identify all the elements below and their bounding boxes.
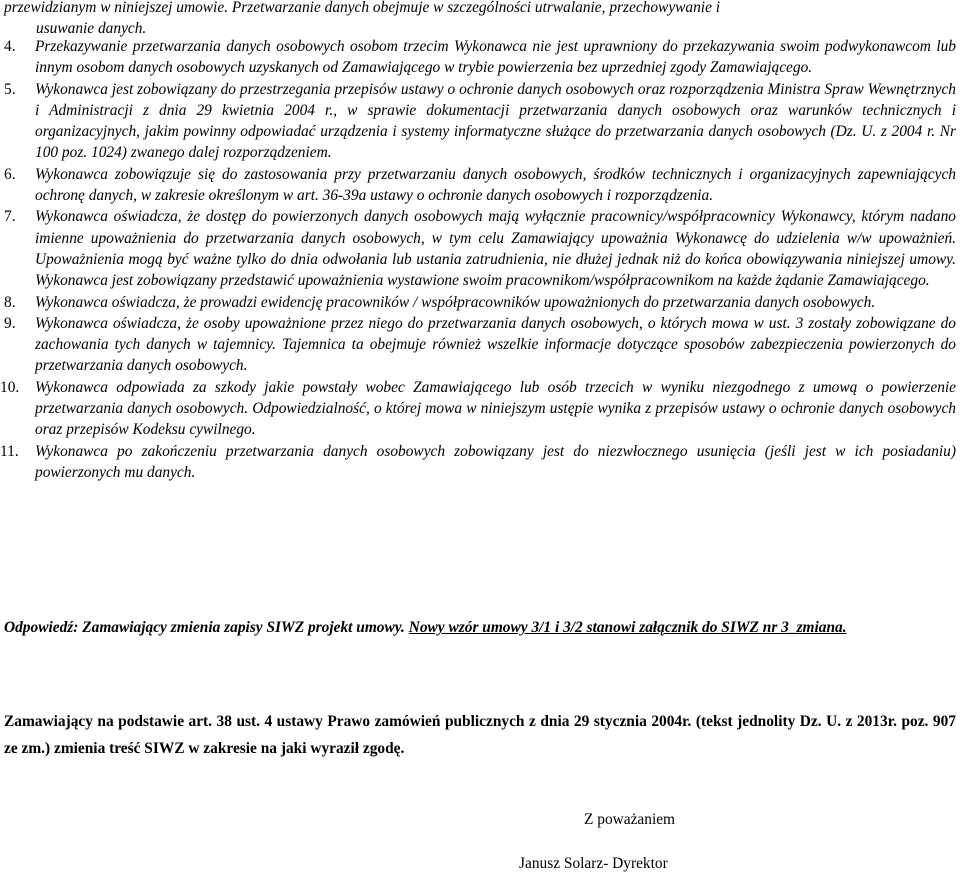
intro-paragraph: [4, 0, 956, 40]
item-text: Wykonawca odpowiada za szkody jakie powstały wobec Zamawiającego lub osób trzecich w wyniku niezgodnego z umową o powierzenie przetwarzania danych osobowych. Odpowiedzialność, o której mowa w niniejszym ustępie wynika z przepisów ustawy o ochronie danych osobowych oraz przepisów Kodeksu cywilnego.: [35, 378, 956, 439]
list-item: [0, 377, 956, 441]
answer-label: Odpowiedź:: [4, 619, 79, 636]
closing-regards: Z poważaniem: [584, 811, 676, 828]
list-item: [4, 79, 956, 164]
item-number: 7.: [4, 208, 16, 226]
item-text: Wykonawca oświadcza, że osoby upoważnione przez niego do przetwarzania danych osobowych, o których mowa w ust. 3 zostały zobowiązane do zachowania tych danych w tajemnicy. Tajemnica ta obejmuje również wszelkie informacje dotyczące sposobów zabezpieczenia powierzonych do przetwarzania danych osobowych.: [35, 314, 956, 375]
item-number: 6.: [4, 165, 16, 183]
item-text: Wykonawca zobowiązuje się do zastosowania przy przetwarzaniu danych osobowych, środków technicznych i organizacyjnych zapewniających ochronę danych, w zakresie określonym w art. 36-39a ustawy o ochronie danych osobowych i rozporządzenia.: [35, 165, 956, 205]
item-number: 9.: [4, 314, 16, 332]
answer-text: Zamawiający zmienia zapisy SIWZ projekt umowy.: [78, 619, 409, 636]
item-text: Przekazywanie przetwarzania danych osobowych osobom trzecim Wykonawca nie jest uprawniony do przekazywania swoim podwykonawcom lub innym osobom danych osobowych uzyskanych od Zamawiającego w trybie powierzenia bez uprzedniej zgody Zamawiającego.: [35, 38, 956, 77]
item-text: Wykonawca oświadcza, że dostęp do powierzonych danych osobowych mają wyłącznie pracownicy/współpracownicy Wykonawcy, którym nadano imienne upoważnienia do przetwarzania danych osobowych, w tym celu Zamawiający upoważnia Wykonawcę do udzielenia w/w upoważnień. Upoważnienia mogą być ważne tylko do dnia odwołania lub ustania zatrudnienia, nie dłużej jednak niż do końca obowiązywania niniejszej umowy. Wykonawca jest zobowiązany przedstawić upoważnienia wystawione swoim pracownikom/współpracownikom na każde żądanie Zamawiającego.: [35, 208, 956, 290]
item-text: Wykonawca jest zobowiązany do przestrzegania przepisów ustawy o ochronie danych osobowych oraz rozporządzenia Ministra Spraw Wewnętrznych i Administracji z dnia 29 kwietnia 2004 r., w sprawie dokumentacji przetwarzania danych osobowych oraz warunków technicznych i organizacyjnych, jakim powinny odpowiadać urządzenia i systemy informatyczne służące do przetwarzania danych osobowych (Dz. U. z 2004 r. Nr 100 poz. 1024) zwanego dalej rozporządzeniem.: [35, 80, 956, 162]
list-item: [4, 292, 956, 313]
item-number: 4.: [4, 38, 16, 55]
item-text: Wykonawca po zakończeniu przetwarzania danych osobowych zobowiązany jest do niezwłocznego usunięcia (jeśli jest w ich posiadaniu) powierzonych mu danych.: [35, 442, 956, 481]
list-item: [4, 313, 956, 377]
list-item: [4, 36, 956, 79]
list-item: [4, 206, 956, 291]
intro-line-1: przewidzianym w niniejszej umowie. Przetwarzanie danych obejmuje w szczególności utrwalanie, przechowywanie i: [4, 0, 721, 16]
list-item: [0, 441, 956, 484]
list-item: [4, 164, 956, 207]
item-number: 5.: [4, 80, 16, 98]
answer-paragraph: [4, 617, 956, 638]
answer-underlined-text: Nowy wzór umowy 3/1 i 3/2 stanowi załącznik do SIWZ nr 3_zmiana.: [408, 619, 847, 636]
numbered-clause-list: [0, 36, 956, 483]
signature-line: Janusz Solarz- Dyrektor: [519, 855, 668, 872]
item-number: 10.: [0, 378, 20, 396]
notice-paragraph: Zamawiający na podstawie art. 38 ust. 4 ustawy Prawo zamówień publicznych z dnia 29 stycznia 2004r. (tekst jednolity Dz. U. z 2013r. poz. 907 ze zm.) zmienia treść SIWZ w zakresie na jaki wyraził zgodę.: [4, 713, 956, 757]
intro-line-2: usuwanie danych.: [36, 20, 147, 38]
item-number: 8.: [4, 293, 16, 311]
item-number: 11.: [0, 442, 19, 460]
item-text: Wykonawca oświadcza, że prowadzi ewidencję pracowników / współpracowników upoważnionych do przetwarzania danych osobowych.: [35, 293, 876, 311]
